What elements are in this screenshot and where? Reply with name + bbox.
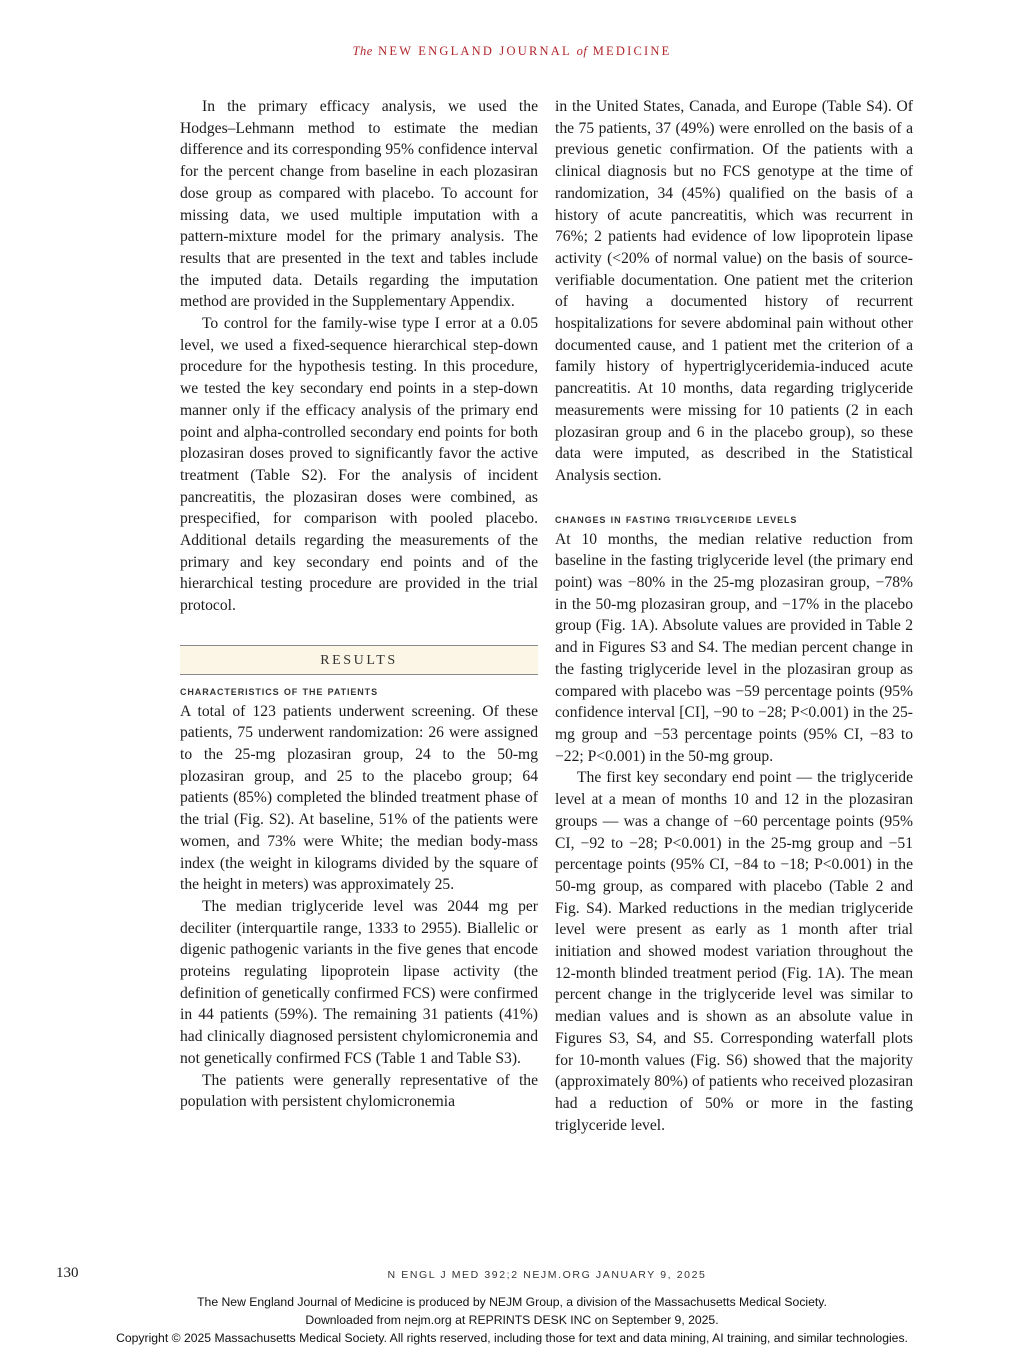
left-column [180,96,538,1113]
legal-notice-producer: The New England Journal of Medicine is produced by NEJM Group, a division of the Massachusetts Medical Society. [197,1295,827,1309]
paragraph-secondary-end-point: The first key secondary end point — the triglyceride level at a mean of months 10 and 12 in the plozasiran groups — was a change of −60 percentage points (95% CI, −92 to −28; P<0.001) in the 25-mg group and −51 percentage points (95% CI, −84 to −18; P<0.001) in the 50-mg group, as compared with placebo (Table 2 and Fig. S4). Marked reductions in the median triglyceride level were present as early as 1 month after trial initiation and showed modest variation throughout the 12-month blinded treatment period (Fig. 1A). The mean percent change in the triglyceride level was similar to median values and is shown as an absolute value in Figures S3, S4, and S5. Corresponding waterfall plots for 10-month values (Fig. S6) showed that the majority (approximately 80%) of patients who received plozasiran had a reduction of 50% or more in the fasting triglyceride level. [555,769,913,1134]
page-number: 130 [56,1265,79,1281]
running-head-title: NEW ENGLAND JOURNAL [378,44,572,58]
running-head-medicine: MEDICINE [592,44,672,58]
paragraph-relative-reduction: At 10 months, the median relative reduction from baseline in the fasting triglyceride level (the primary end point) was −80% in the 25-mg plozasiran group, −78% in the 50-mg plozasiran group, and −17% in the placebo group (Fig. 1A). Absolute values are provided in Table 2 and in Figures S3 and S4. The median percent change in the fasting triglyceride level in the plozasiran group as compared with placebo was −59 percentage points (95% confidence interval [CI], −90 to −28; P<0.001) in the 25-mg group and −53 percentage points (95% CI, −83 to −22; P<0.001) in the 50-mg group. [555,530,913,765]
paragraph-type-i-error: To control for the family-wise type I error at a 0.05 level, we used a fixed-sequence hierarchical step-down procedure for the hypothesis testing. In this procedure, we tested the key secondary end points in a step-down manner only if the efficacy analysis of the primary end point and alpha-controlled secondary end points for both plozasiran doses proved to significantly favor the active treatment (Table S2). For the analysis of incident pancreatitis, the plozasiran doses were combined, as prespecified, for comparison with pooled placebo. Additional details regarding the measurements of the primary and key secondary end points and of the hierarchical testing procedure are provided in the trial protocol. [180,315,538,615]
right-column [555,96,913,1136]
footer-citation: N ENGL J MED 392;2 NEJM.ORG JANUARY 9, 2025 [387,1269,707,1281]
running-head-of: of [576,44,588,58]
legal-notice-copyright: Copyright © 2025 Massachusetts Medical Society. All rights reserved, including those for text and data mining, AI training, and similar technologies. [116,1331,908,1345]
legal-notice-download: Downloaded from nejm.org at REPRINTS DESK INC on September 9, 2025. [305,1313,719,1327]
results-heading: RESULTS [180,645,538,675]
paragraph-median-triglyceride: The median triglyceride level was 2044 mg per deciliter (interquartile range, 1333 to 2955). Biallelic or digenic pathogenic variants in the five genes that encode proteins regulating lipoprotein lipase activity (the definition of genetically confirmed FCS) were confirmed in 44 patients (59%). The remaining 31 patients (41%) had clinically diagnosed persistent chylomicronemia and not genetically confirmed FCS (Table 1 and Table S3). [180,897,538,1067]
paragraph-efficacy-analysis: In the primary efficacy analysis, we used the Hodges–Lehmann method to estimate the median difference and its corresponding 95% confidence interval for the percent change from baseline in each plozasiran dose group as compared with placebo. To account for missing data, we used multiple imputation with a pattern-mixture model for the primary analysis. The results that are presented in the text and tables include the imputed data. Details regarding the imputation method are provided in the Supplementary Appendix. [180,98,538,311]
paragraph-representative: The patients were generally representative of the population with persistent chylomicronemia [180,1071,538,1111]
running-head-the: The [352,44,373,58]
paragraph-screening: A total of 123 patients underwent screening. Of these patients, 75 underwent randomization: 26 were assigned to the 25-mg plozasiran group, 24 to the 50-mg plozasiran group, and 25 to the placebo group; 64 patients (85%) completed the blinded treatment phase of the trial (Fig. S2). At baseline, 51% of the patients were women, and 73% were White; the median body-mass index (the weight in kilograms divided by the square of the height in meters) was approximately 25. [180,702,538,894]
running-head [0,44,1024,59]
subhead-changes-triglyceride: changes in fasting triglyceride levels [555,511,798,526]
subhead-characteristics: characteristics of the patients [180,683,378,698]
paragraph-enrollment: in the United States, Canada, and Europe (Table S4). Of the 75 patients, 37 (49%) were enrolled on the basis of a previous genetic confirmation. Of the patients with a clinical diagnosis but no FCS genotype at the time of randomization, 34 (45%) qualified on the basis of a history of acute pancreatitis, which was recurrent in 76%; 2 patients had evidence of low lipoprotein lipase activity (<20% of normal value) on the basis of source-verifiable documentation. One patient met the criterion of having a documented history of recurrent hospitalizations for severe abdominal pain without other documented cause, and 1 patient met the criterion of a family history of hypertriglyceridemia-induced acute pancreatitis. At 10 months, data regarding triglyceride measurements were missing for 10 patients (2 in each plozasiran group and 6 in the placebo group), so these data were imputed, as described in the Statistical Analysis section. [555,98,913,484]
